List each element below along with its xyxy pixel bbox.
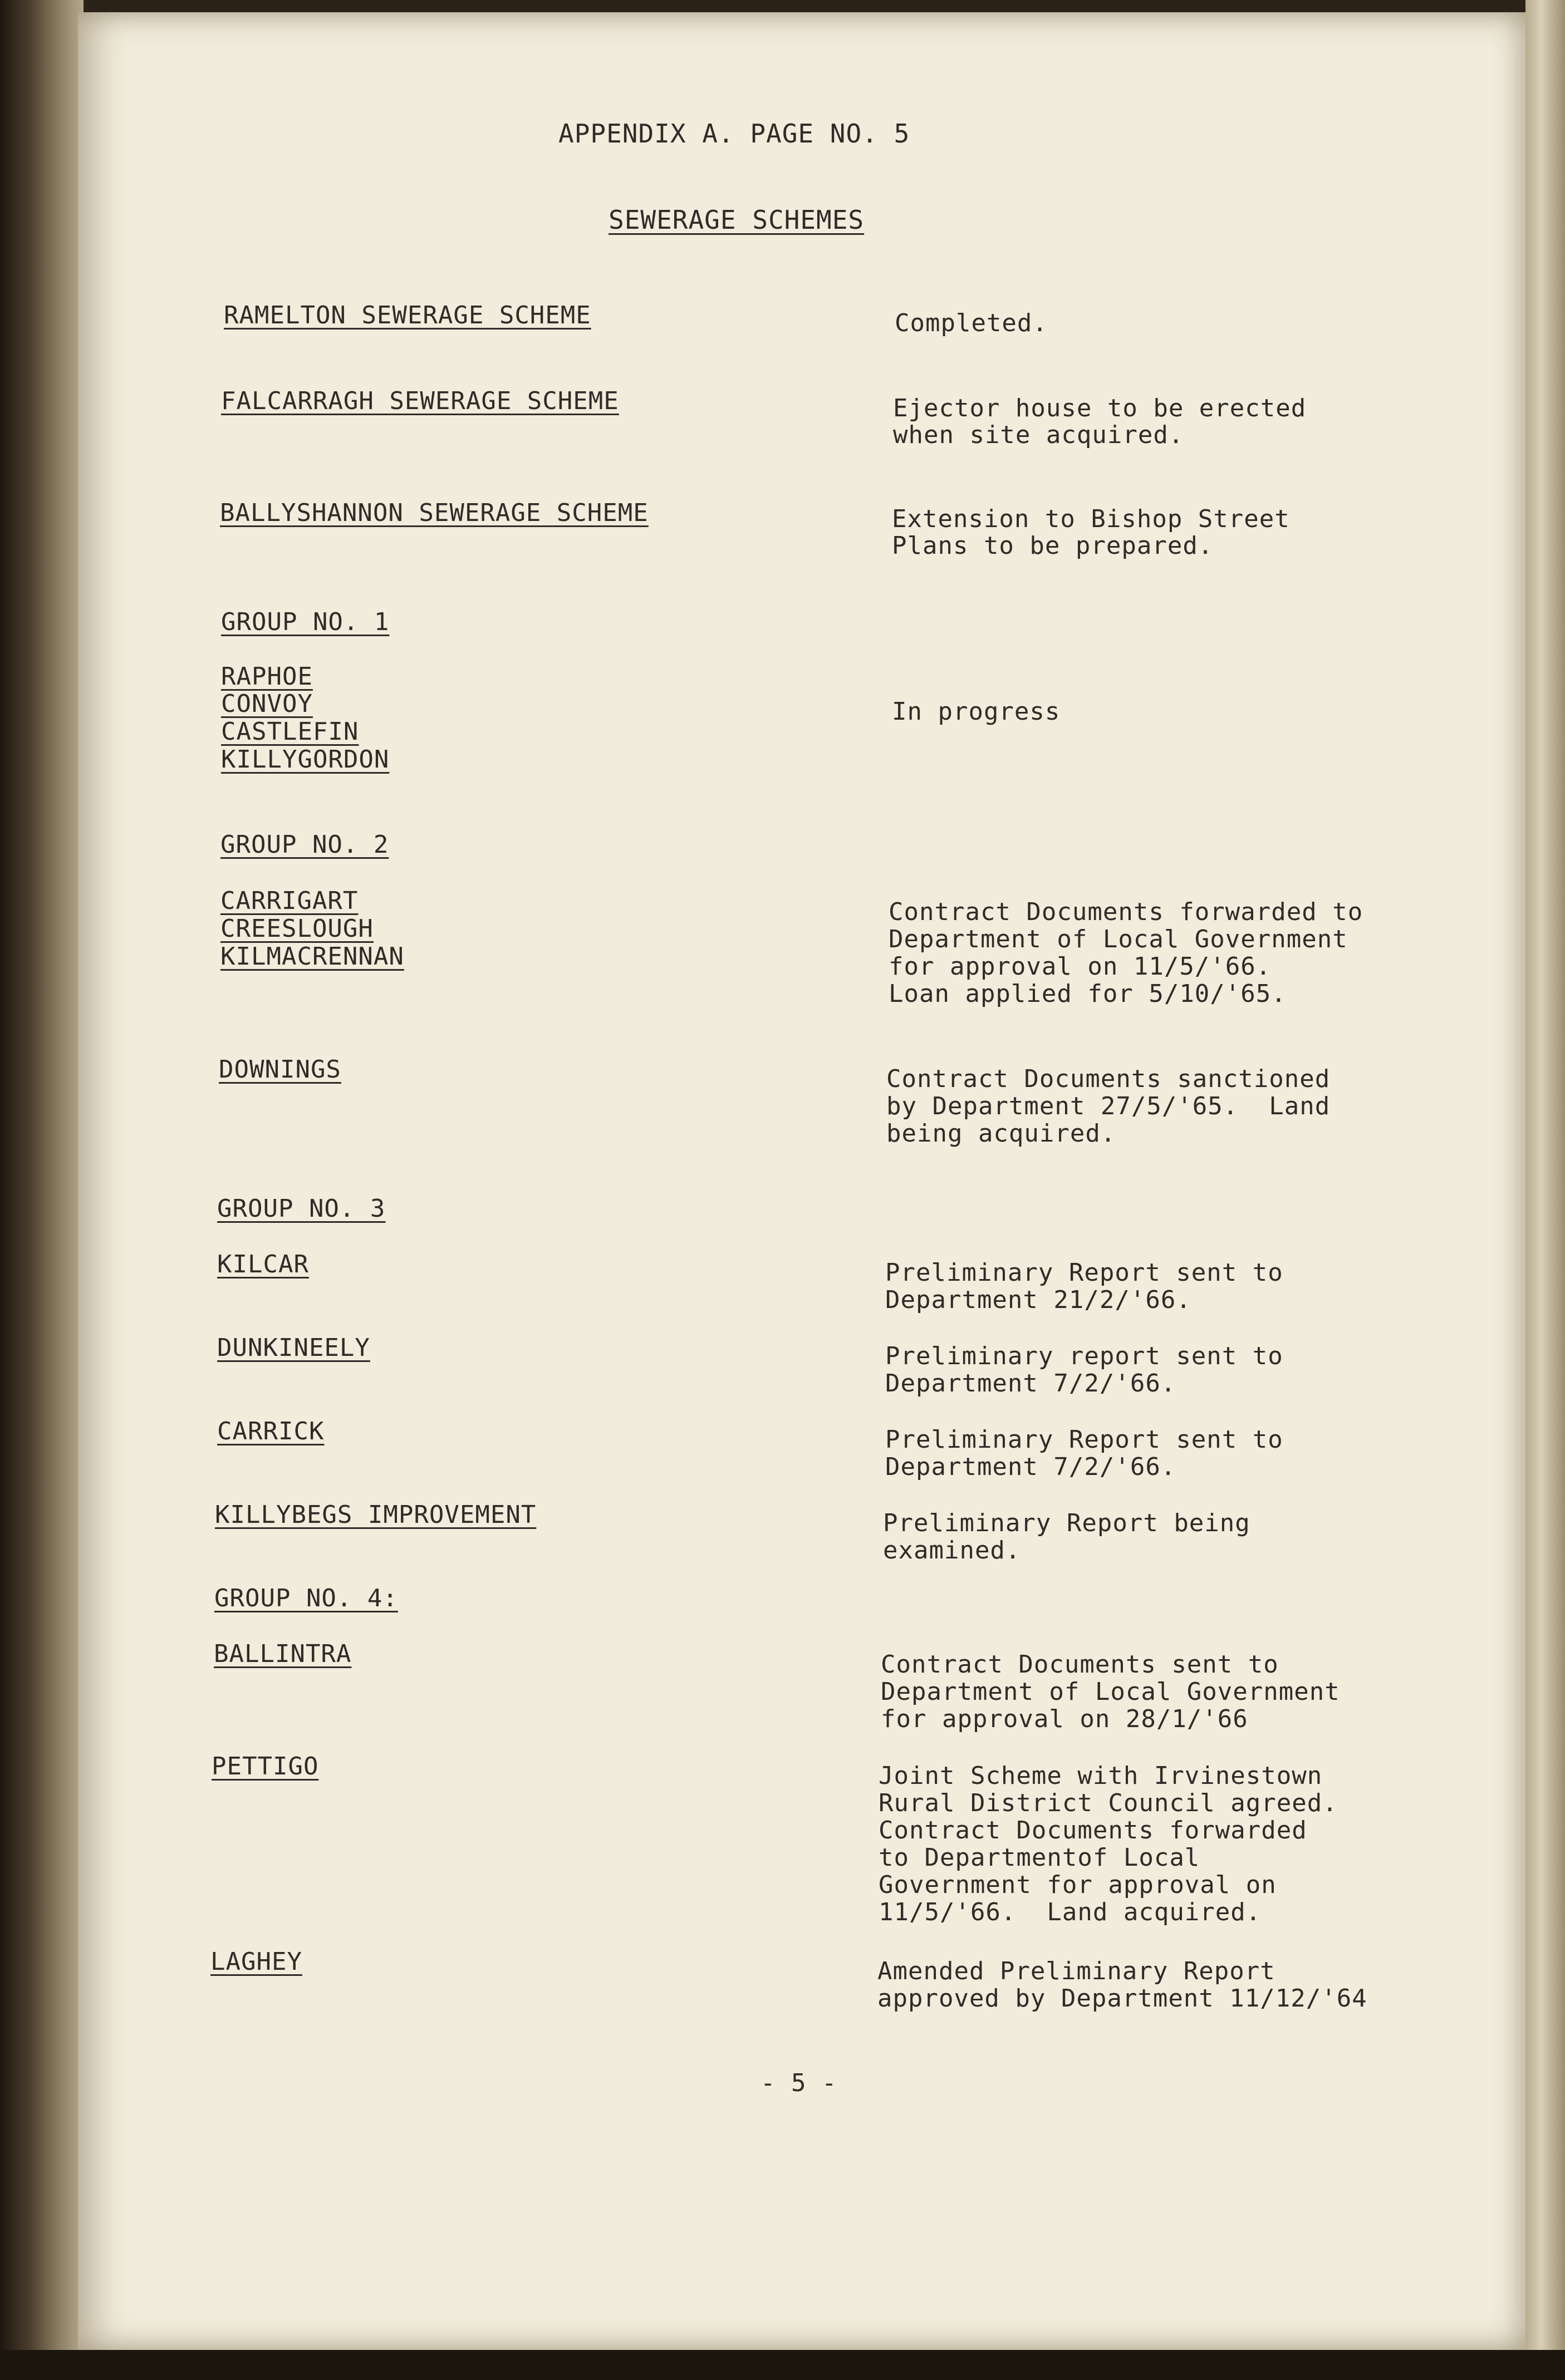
group4-item-status: Rural District Council agreed. — [879, 1789, 1338, 1817]
group4-item-label: BALLINTRA — [214, 1640, 352, 1668]
group1-heading: GROUP NO. 1 — [221, 608, 390, 636]
book-binding — [0, 0, 84, 2380]
group4-item-status: Amended Preliminary Report — [877, 1957, 1275, 1985]
downings-status-line: by Department 27/5/'65. Land — [886, 1092, 1331, 1120]
group4-item-status: 11/5/'66. Land acquired. — [879, 1898, 1262, 1926]
scheme-status-ramelton: Completed. — [895, 309, 1048, 337]
group4-item-status: Government for approval on — [879, 1871, 1277, 1899]
group4-item-status: Contract Documents sent to — [881, 1650, 1279, 1679]
group2-place: CREESLOUGH — [220, 914, 374, 943]
group3-item-status: Preliminary Report being — [883, 1509, 1250, 1537]
group3-heading: GROUP NO. 3 — [217, 1194, 386, 1223]
group3-item-label: KILLYBEGS IMPROVEMENT — [215, 1501, 537, 1529]
group1-place: KILLYGORDON — [221, 745, 390, 774]
section-title: SEWERAGE SCHEMES — [609, 205, 865, 235]
scheme-label-ramelton: RAMELTON SEWERAGE SCHEME — [224, 301, 591, 330]
group3-item-status: Preliminary Report sent to — [885, 1258, 1283, 1287]
group1-place: CONVOY — [221, 690, 313, 718]
scheme-status-falcarragh-2: when site acquired. — [893, 421, 1184, 449]
group4-item-status: approved by Department 11/12/'64 — [877, 1984, 1367, 2013]
group4-heading: GROUP NO. 4: — [214, 1584, 398, 1612]
scheme-status-ballyshannon-1: Extension to Bishop Street — [892, 505, 1290, 533]
downings-label: DOWNINGS — [219, 1055, 341, 1084]
page-stack-edge — [1525, 0, 1565, 2380]
page-number: - 5 - — [761, 2069, 837, 2097]
group3-item-label: DUNKINEELY — [217, 1334, 370, 1362]
downings-status-line: being acquired. — [886, 1119, 1116, 1148]
page-heading: APPENDIX A. PAGE NO. 5 — [558, 119, 910, 149]
group4-item-label: LAGHEY — [210, 1948, 302, 1976]
group3-item-status: Department 7/2/'66. — [885, 1453, 1176, 1481]
group2-heading: GROUP NO. 2 — [220, 830, 389, 859]
group3-item-label: CARRICK — [217, 1417, 325, 1445]
group2-place: KILMACRENNAN — [220, 942, 404, 971]
group4-item-status: Joint Scheme with Irvinestown — [879, 1762, 1323, 1790]
group2-status-line: Loan applied for 5/10/'65. — [889, 980, 1287, 1008]
scheme-status-falcarragh-1: Ejector house to be erected — [893, 394, 1307, 422]
downings-status-line: Contract Documents sanctioned — [886, 1065, 1331, 1093]
group2-status-line: for approval on 11/5/'66. — [889, 952, 1272, 981]
group2-place: CARRIGART — [220, 887, 359, 915]
group4-item-label: PETTIGO — [212, 1752, 319, 1781]
group4-item-status: Department of Local Government — [881, 1678, 1340, 1706]
group4-item-status: Contract Documents forwarded — [879, 1816, 1307, 1845]
scheme-status-ballyshannon-2: Plans to be prepared. — [892, 532, 1214, 560]
group1-place: CASTLEFIN — [221, 717, 359, 746]
group4-item-status: to Departmentof Local — [879, 1843, 1200, 1872]
book-bottom-edge — [0, 2350, 1565, 2380]
group3-item-status: Department 7/2/'66. — [885, 1369, 1176, 1398]
group4-item-status: for approval on 28/1/'66 — [881, 1705, 1248, 1733]
group2-status-line: Department of Local Government — [889, 925, 1348, 953]
scheme-label-falcarragh: FALCARRAGH SEWERAGE SCHEME — [221, 387, 619, 415]
group3-item-status: Preliminary Report sent to — [885, 1425, 1283, 1454]
group3-item-status: Preliminary report sent to — [885, 1342, 1283, 1370]
group2-status-line: Contract Documents forwarded to — [889, 898, 1363, 926]
group3-item-status: examined. — [883, 1536, 1021, 1565]
group3-item-label: KILCAR — [217, 1250, 309, 1278]
group3-item-status: Department 21/2/'66. — [885, 1286, 1191, 1314]
scheme-label-ballyshannon: BALLYSHANNON SEWERAGE SCHEME — [220, 499, 649, 527]
group1-status: In progress — [892, 697, 1061, 726]
group1-place: RAPHOE — [221, 662, 313, 691]
